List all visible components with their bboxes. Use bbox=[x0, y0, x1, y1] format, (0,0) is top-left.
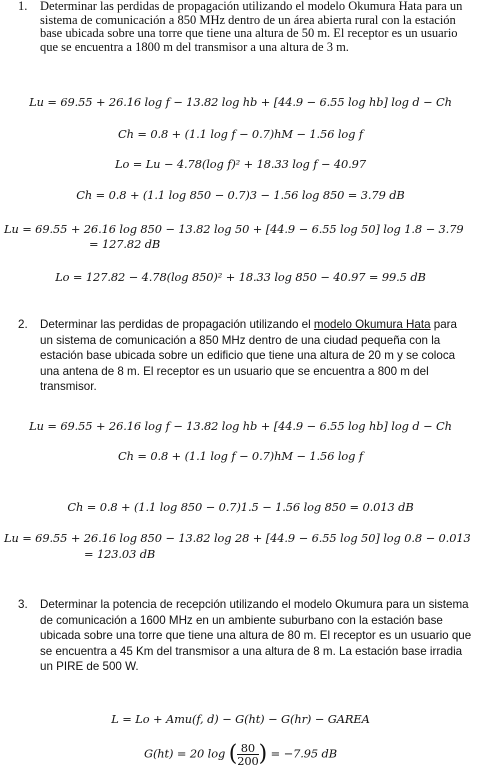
p1-equation-lu: Lu = 69.55 + 26.16 log f − 13.82 log hb + [44.9 − 6.55 log hb] log d − Ch bbox=[29, 95, 452, 109]
p1-equation-lo-result: Lo = 127.82 − 4.78(log 850)² + 18.33 log 850 − 40.97 = 99.5 dB bbox=[55, 270, 426, 284]
problem-3-number: 3. bbox=[18, 598, 28, 611]
p3-equation-gain-lhs: G(ht) = 20 log bbox=[143, 746, 226, 761]
p2-equation-ch-result: Ch = 0.8 + (1.1 log 850 − 0.7)1.5 − 1.56 log 850 = 0.013 dB bbox=[67, 500, 414, 514]
left-paren-glyph: ( bbox=[228, 741, 238, 767]
fraction bbox=[237, 742, 258, 767]
problem-1-statement: Determinar las perdidas de propagación utilizando el modelo Okumura Hata para un sistema de comunicación a 850 MHz dentro de un área abierta rural con la estación base ubicada sobre una torre que tiene una altura de 50 m. El receptor es un usuario que se encuentra a 1800 m del transmisor a una altura de 3 m. bbox=[40, 0, 463, 54]
problem-3 bbox=[18, 597, 473, 675]
p1-equation-ch: Ch = 0.8 + (1.1 log f − 0.7)hM − 1.56 log f bbox=[118, 127, 363, 141]
problem-2 bbox=[18, 317, 473, 395]
problem-2-text-pre: Determinar las perdidas de propagación utilizando el bbox=[40, 318, 314, 331]
fraction-denominator: 200 bbox=[237, 754, 259, 768]
p2-equation-lu-result: = 123.03 dB bbox=[84, 547, 156, 561]
p2-equation-ch: Ch = 0.8 + (1.1 log f − 0.7)hM − 1.56 log f bbox=[118, 449, 363, 463]
p1-equation-lu-result: = 127.82 dB bbox=[89, 237, 161, 251]
problem-3-statement: Determinar la potencia de recepción utilizando el modelo Okumura para un sistema de comunicación a 1600 MHz en un ambiente suburbano con la estación base ubicada sobre una torre que tiene una altura de 80 m. El receptor es un usuario que se encuentra a 45 Km del transmisor a una altura de 8 m. La estación base irradia un PIRE de 500 W. bbox=[40, 598, 472, 673]
right-paren-glyph: ) bbox=[258, 741, 268, 767]
p3-equation-gain bbox=[0, 742, 481, 767]
problem-2-statement bbox=[40, 317, 473, 395]
p1-equation-lu-substituted: Lu = 69.55 + 26.16 log 850 − 13.82 log 50 + [44.9 − 6.55 log 50] log 1.8 − 3.79 bbox=[4, 222, 464, 236]
problem-2-text-post: para un sistema de comunicación a 850 MHz dentro de una ciudad pequeña con la estación base ubicada sobre un edificio que tiene una altura de 20 m y se coloca una antena de 8 m. El receptor es un usuario que se encuentra a 800 m del transmisor. bbox=[40, 318, 457, 393]
problem-2-number: 2. bbox=[18, 318, 28, 331]
p2-equation-lu-substituted: Lu = 69.55 + 26.16 log 850 − 13.82 log 28 + [44.9 − 6.55 log 50] log 0.8 − 0.013 bbox=[4, 531, 471, 545]
p3-equation-gain-rhs: = −7.95 dB bbox=[270, 746, 338, 761]
p2-equation-lu: Lu = 69.55 + 26.16 log f − 13.82 log hb + [44.9 − 6.55 log hb] log d − Ch bbox=[29, 419, 452, 433]
p1-equation-ch-result: Ch = 0.8 + (1.1 log 850 − 0.7)3 − 1.56 log 850 = 3.79 dB bbox=[76, 188, 405, 202]
p1-equation-lo: Lo = Lu − 4.78(log f)² + 18.33 log f − 40.97 bbox=[115, 157, 366, 171]
problem-1 bbox=[18, 0, 473, 54]
p3-equation-loss: L = Lo + Amu(f, d) − G(ht) − G(hr) − GAREA bbox=[111, 712, 370, 726]
problem-2-underlined-text: modelo Okumura Hata bbox=[313, 318, 431, 331]
fraction-numerator: 80 bbox=[237, 742, 258, 755]
problem-1-number: 1. bbox=[18, 0, 28, 13]
